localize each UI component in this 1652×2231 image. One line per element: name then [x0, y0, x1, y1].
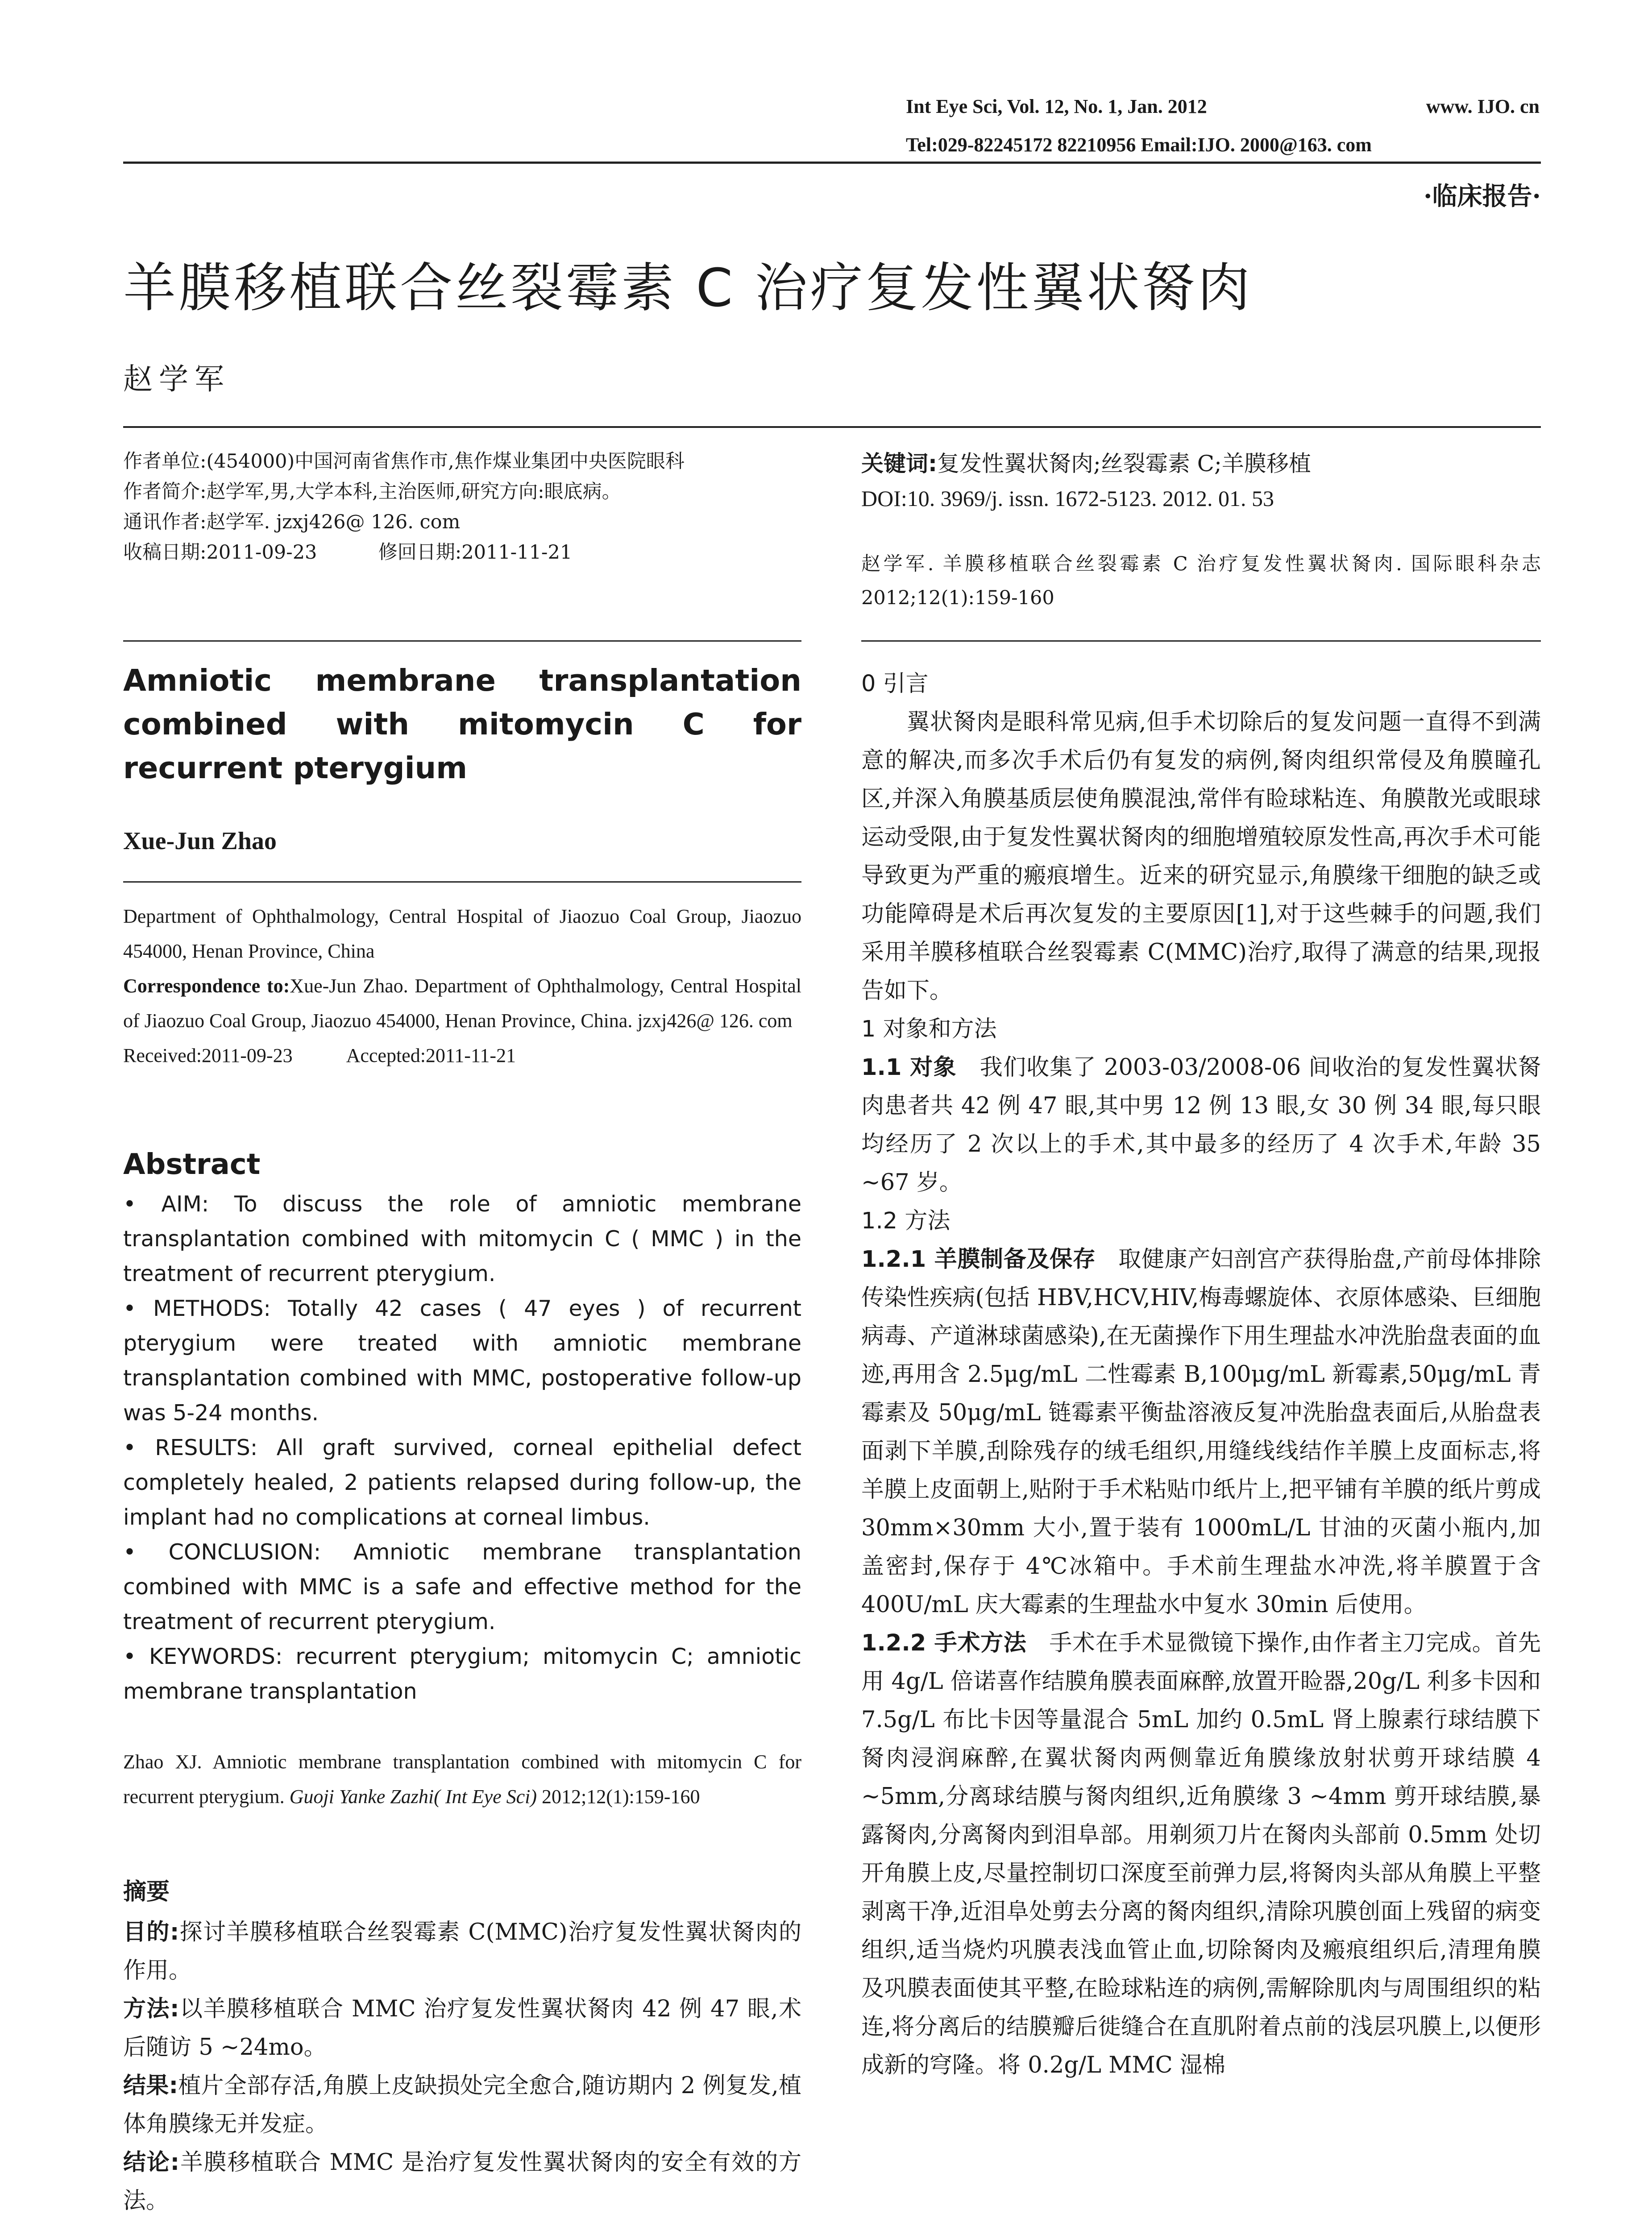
author-bio: 作者简介:赵学军,男,大学本科,主治医师,研究方向:眼底病。	[123, 481, 621, 503]
section-1-heading: 1 对象和方法	[861, 1016, 997, 1042]
journal-header	[906, 94, 1540, 120]
section-label: ·临床报告·	[1424, 182, 1541, 211]
abstract-results: • RESULTS: All graft survived, corneal epithelial defect completely healed, 2 patients relapsed during follow-up, the implant had no complications at corneal limbus.	[123, 1435, 801, 1530]
section-1-2-1-label: 1.2.1 羊膜制备及保存	[861, 1246, 1096, 1273]
correspondence-en	[123, 969, 801, 1038]
section-1-2-heading: 1.2 方法	[861, 1208, 951, 1234]
abstract-keywords: • KEYWORDS: recurrent pterygium; mitomycin C; amniotic membrane transplantation	[123, 1644, 801, 1704]
english-title: Amniotic membrane transplantation combined with mitomycin C for recurrent pterygium	[123, 663, 801, 785]
section-1-2-1-text: 取健康产妇剖宫产获得胎盘,产前母体排除传染性疾病(包括 HBV,HCV,HIV,梅毒螺旋体、衣原体感染、巨细胞病毒、产道淋球菌感染),在无菌操作下用生理盐水冲洗胎盘表面的血迹,再用含 2.5μg/mL 二性霉素 B,100μg/mL 新霉素,50μg/mL 青霉素及 50μg/mL 链霉素平衡盐溶液反复冲洗胎盘表面后,从胎盘表面剥下羊膜,刮除残存的绒毛组织,用缝线线结作羊膜上皮面标志,将羊膜上皮面朝上,贴附于手术粘贴巾纸片上,把平铺有羊膜的纸片剪成 30mm×30mm 大小,置于装有 1000mL/L 甘油的灭菌小瓶内,加盖密封,保存于 4℃冰箱中。手术前生理盐水冲洗,将羊膜置于含 400U/mL 庆大霉素的生理盐水中复水 30min 后使用。	[861, 1246, 1541, 1618]
accepted-date-en: Accepted:2011-11-21	[346, 1045, 516, 1066]
received-date-cn: 收稿日期:2011-09-23	[123, 541, 317, 564]
dates-en	[123, 1038, 801, 1073]
page-title: 羊膜移植联合丝裂霉素 C 治疗复发性翼状胬肉	[123, 257, 1253, 319]
citation-en-text: Zhao XJ. Amniotic membrane transplantation combined with mitomycin C for recurrent pterygium.	[123, 1751, 801, 1808]
aim-label: 目的:	[123, 1919, 179, 1945]
keywords-cn-label: 关键词:	[861, 451, 937, 477]
conclusion-label: 结论:	[123, 2149, 180, 2176]
conclusion-text: 羊膜移植联合 MMC 是治疗复发性翼状胬肉的安全有效的方法。	[123, 2149, 801, 2214]
section-1-1-text: 我们收集了 2003-03/2008-06 间收治的复发性翼状胬肉患者共 42 例 47 眼,其中男 12 例 13 眼,女 30 例 34 眼,每只眼均经历了 2 次以上的手术,其中最多的经历了 4 次手术,年龄 35 ~67 岁。	[861, 1054, 1541, 1196]
abstract-cn-methods	[123, 1990, 801, 2067]
intro-paragraph: 翼状胬肉是眼科常见病,但手术切除后的复发问题一直得不到满意的解决,而多次手术后仍有复发的病例,胬肉组织常侵及角膜瞳孔区,并深入角膜基质层使角膜混浊,常伴有睑球粘连、角膜散光或眼球运动受限,由于复发性翼状胬肉的细胞增殖较原发性高,再次手术可能导致更为严重的瘢痕增生。近来的研究显示,角膜缘干细胞的缺乏或功能障碍是术后再次复发的主要原因[1],对于这些棘手的问题,我们采用羊膜移植联合丝裂霉素 C(MMC)治疗,取得了满意的结果,现报告如下。	[861, 709, 1541, 1004]
results-text: 植片全部存活,角膜上皮缺损处完全愈合,随访期内 2 例复发,植体角膜缘无并发症。	[123, 2073, 801, 2137]
section-1-1-label: 1.1 对象	[861, 1054, 957, 1081]
citation-cn: 赵学军. 羊膜移植联合丝裂霉素 C 治疗复发性翼状胬肉. 国际眼科杂志 2012;12(1):159-160	[861, 553, 1541, 609]
section-1-2-2-label: 1.2.2 手术方法	[861, 1630, 1027, 1656]
section-1-2-2-text: 手术在手术显微镜下操作,由作者主刀完成。首先用 4g/L 倍诺喜作结膜角膜表面麻醉,放置开睑器,20g/L 利多卡因和 7.5g/L 布比卡因等量混合 5mL 加约 0.5mL 肾上腺素行球结膜下胬肉浸润麻醉,在翼状胬肉两侧靠近角膜缘放射状剪开球结膜 4 ~5mm,分离球结膜与胬肉组织,近角膜缘 3 ~4mm 剪开球结膜,暴露胬肉,分离胬肉到泪阜部。用剃须刀片在胬肉头部前 0.5mm 处切开角膜上皮,尽量控制切口深度至前弹力层,将胬肉头部从角膜上平整剥离干净,近泪阜处剪去分离的胬肉组织,清除巩膜创面上残留的病变组织,适当烧灼巩膜表浅血管止血,切除胬肉及瘢痕组织后,清理角膜及巩膜表面使其平整,在睑球粘连的病例,需解除肌肉与周围组织的粘连,将分离后的结膜瓣后徙缝合在直肌附着点前的浅层巩膜上,以便形成新的穹隆。将 0.2g/L MMC 湿棉	[861, 1630, 1541, 2078]
abstract-cn-heading: 摘要	[123, 1879, 170, 1905]
citation-en	[123, 1745, 801, 1814]
aim-text: 探讨羊膜移植联合丝裂霉素 C(MMC)治疗复发性翼状胬肉的作用。	[123, 1919, 801, 1984]
keywords-cn: 复发性翼状胬肉;丝裂霉素 C;羊膜移植	[937, 451, 1311, 477]
section-1-1	[861, 1049, 1541, 1202]
journal-info: Int Eye Sci, Vol. 12, No. 1, Jan. 2012	[906, 95, 1207, 117]
results-label: 结果:	[123, 2073, 178, 2099]
journal-website: www. IJO. cn	[1426, 95, 1540, 117]
right-meta-rule	[861, 640, 1541, 642]
methods-text: 以羊膜移植联合 MMC 治疗复发性翼状胬肉 42 例 47 眼,术后随访 5 ~24mo。	[123, 1996, 801, 2061]
intro-heading: 0 引言	[861, 671, 929, 697]
abstract-conclusion: • CONCLUSION: Amniotic membrane transplantation combined with MMC is a safe and effective method for the treatment of recurrent pterygium.	[123, 1539, 801, 1634]
abstract-cn-results	[123, 2067, 801, 2144]
abstract-en	[123, 1187, 801, 1709]
article-body	[861, 665, 1541, 2085]
citation-en-journal: Guoji Yanke Zazhi( Int Eye Sci)	[289, 1786, 537, 1808]
keywords-block	[861, 446, 1541, 615]
department-en: Department of Ophthalmology, Central Hospital of Jiaozuo Coal Group, Jiaozuo 454000, Henan Province, China	[123, 905, 801, 962]
english-author: Xue-Jun Zhao	[123, 827, 277, 855]
abstract-heading: Abstract	[123, 1148, 261, 1181]
correspondence-text: Xue-Jun Zhao. Department of Ophthalmology, Central Hospital of Jiaozuo Coal Group, Jiaozuo 454000, Henan Province, China. jzxj426@ 126. com	[123, 975, 801, 1032]
abstract-cn	[123, 1913, 801, 2220]
dates-cn	[123, 537, 801, 568]
abstract-methods: • METHODS: Totally 42 cases ( 47 eyes ) of recurrent pterygium were treated with amniotic membrane transplantation combined with MMC, postoperative follow-up was 5-24 months.	[123, 1296, 801, 1426]
abstract-aim: • AIM: To discuss the role of amniotic membrane transplantation combined with mitomycin C ( MMC ) in the treatment of recurrent pterygium.	[123, 1191, 801, 1286]
citation-en-rest: 2012;12(1):159-160	[542, 1786, 700, 1808]
received-date-en: Received:2011-09-23	[123, 1045, 293, 1066]
section-1-2-1	[861, 1240, 1541, 1624]
author-meta	[123, 446, 801, 568]
journal-contact: Tel:029-82245172 82210956 Email:IJO. 2000@163. com	[906, 134, 1372, 156]
abstract-cn-conclusion	[123, 2144, 801, 2220]
correspondence-label: Correspondence to:	[123, 975, 290, 997]
affiliation-en	[123, 899, 801, 1073]
author-rule	[123, 881, 801, 883]
title-rule	[123, 426, 1541, 428]
author-cn: 赵学军	[123, 362, 230, 396]
abstract-cn-aim	[123, 1913, 801, 1990]
left-meta-rule	[123, 640, 801, 642]
doi: DOI:10. 3969/j. issn. 1672-5123. 2012. 01. 53	[861, 486, 1274, 511]
header-rule	[123, 162, 1541, 164]
author-unit: 作者单位:(454000)中国河南省焦作市,焦作煤业集团中央医院眼科	[123, 450, 685, 473]
methods-label: 方法:	[123, 1996, 179, 2022]
revised-date-cn: 修回日期:2011-11-21	[378, 541, 573, 564]
corresponding-author: 通讯作者:赵学军. jzxj426@ 126. com	[123, 511, 461, 533]
section-1-2-2	[861, 1624, 1541, 2085]
